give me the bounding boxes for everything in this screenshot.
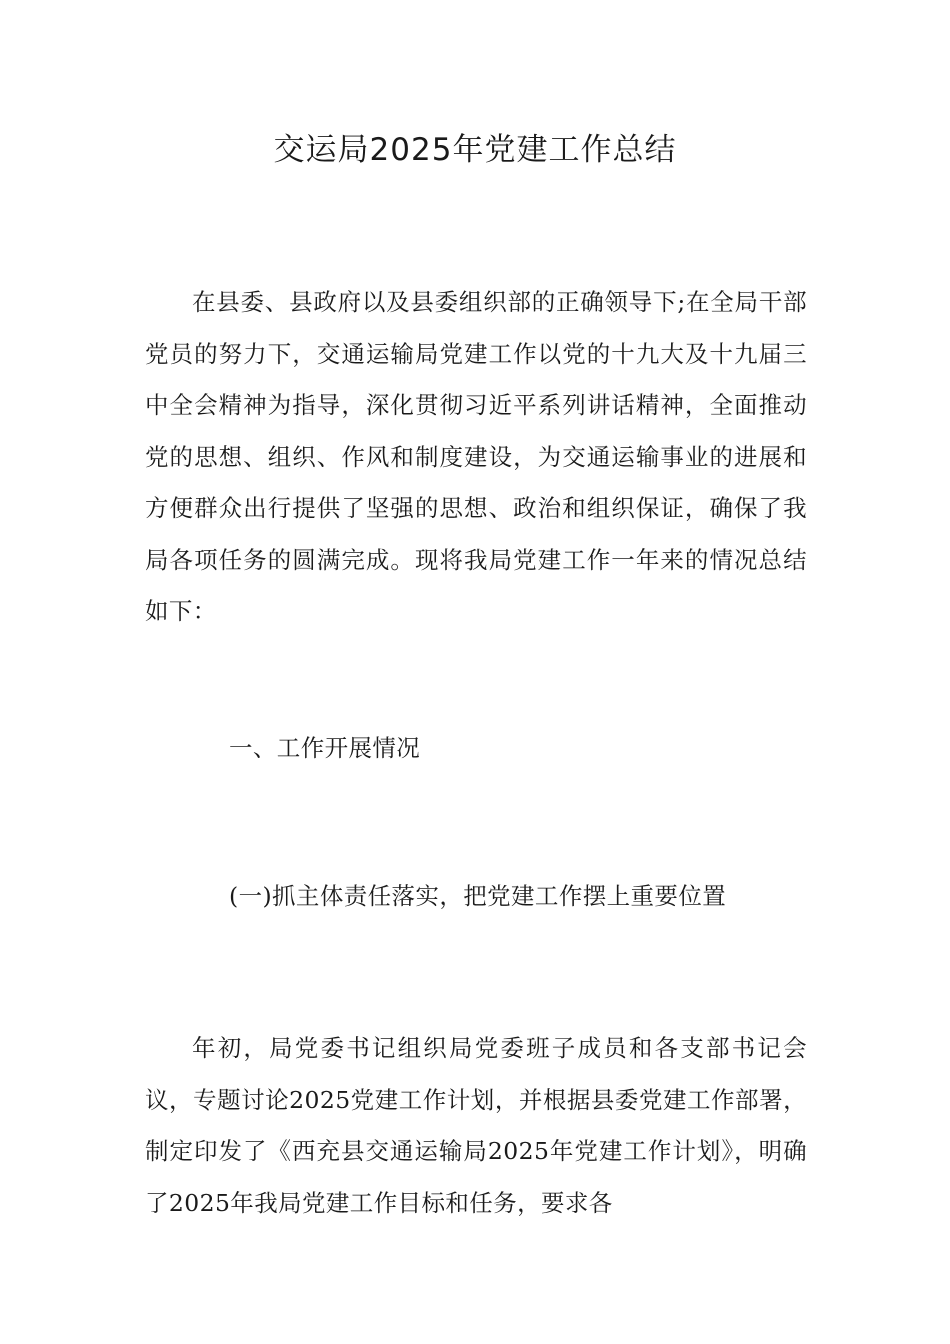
subsection-heading: (一)抓主体责任落实，把党建工作摆上重要位置	[229, 882, 727, 910]
intro-paragraph: 在县委、县政府以及县委组织部的正确领导下;在全局干部党员的努力下，交通运输局党建工作以党的十九大及十九届三中全会精神为指导，深化贯彻习近平系列讲话精神，全面推动党的思想、组织、作风和制度建设，为交通运输事业的进展和方便群众出行提供了坚强的思想、政治和组织保证，确保了我局各项任务的圆满完成。现将我局党建工作一年来的情况总结如下：	[145, 288, 807, 625]
section-heading: 一、工作开展情况	[229, 734, 421, 762]
body-paragraph: 年初，局党委书记组织局党委班子成员和各支部书记会议，专题讨论2025党建工作计划，并根据县委党建工作部署，制定印发了《西充县交通运输局2025年党建工作计划》，明确了2025年我局党建工作目标和任务，要求各	[145, 1034, 807, 1217]
document-title: 交运局2025年党建工作总结	[273, 132, 677, 168]
